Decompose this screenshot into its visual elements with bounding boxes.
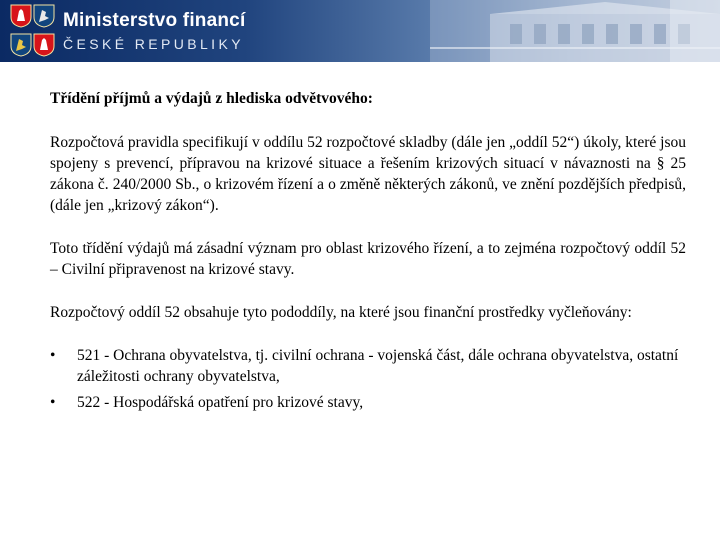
- paragraph-importance: Toto třídění výdajů má zásadní význam pro oblast krizového řízení, a to zejména rozpočtový oddíl 52 – Civilní připravenost na krizové stavy.: [50, 240, 686, 278]
- subsection-list: [50, 345, 686, 413]
- list-item: [50, 345, 686, 387]
- list-item: [50, 392, 686, 413]
- building-icon: [430, 0, 720, 62]
- coat-of-arms-icon: [33, 33, 55, 57]
- paragraph-rules: Rozpočtová pravidla specifikují v oddílu 52 rozpočtové skladby (dále jen „oddíl 52“) úkoly, které jsou spojeny s prevencí, přípravou na krizové situace a řešením krizových situací v návaznosti na § 25 zákona č. 240/2000 Sb., o krizovém řízení a o změně některých zákonů, ve znění pozdějších předpisů, (dále jen „krizový zákon“).: [50, 134, 686, 214]
- coat-of-arms-icon: [10, 4, 32, 28]
- paragraph-subsections-intro: Rozpočtový oddíl 52 obsahuje tyto pododdíly, na které jsou finanční prostředky vyčleňovány:: [50, 304, 632, 321]
- slide-content: [50, 88, 686, 418]
- ministry-name: Ministerstvo financí: [63, 10, 246, 31]
- coat-of-arms-icon: [33, 4, 55, 28]
- coat-of-arms-icon: [10, 33, 32, 57]
- slide-heading: Třídění příjmů a výdajů z hlediska odvětvového:: [50, 90, 373, 107]
- bullet-icon: •: [50, 394, 56, 411]
- header-banner: [0, 0, 720, 62]
- bullet-icon: •: [50, 347, 56, 364]
- list-item-text: 521 - Ochrana obyvatelstva, tj. civilní ochrana - vojenská část, dále ochrana obyvatelstva, ostatní záležitosti ochrany obyvatelstva,: [77, 347, 679, 385]
- ministry-subtitle: ČESKÉ REPUBLIKY: [63, 36, 244, 52]
- list-item-text: 522 - Hospodářská opatření pro krizové stavy,: [77, 394, 364, 411]
